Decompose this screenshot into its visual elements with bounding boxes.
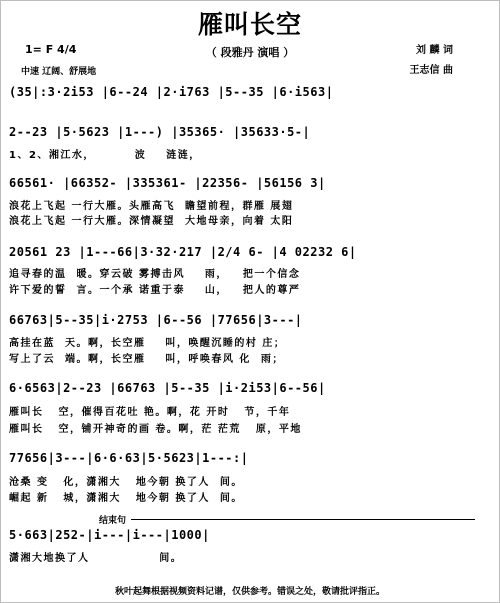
lyric-line: 1、2、湘江水， 波 涟涟， [9,150,201,161]
notation-line: 20561 23 |1---66|3·32·217 |2/4 6- |4 02232 6| [9,245,357,259]
notation-line: 66561· |66352- |335361- |22356- |56156 3| [9,176,326,190]
notation-line: 2--23 |5·5623 |1---) |35365· |35633·5-| [9,125,311,139]
singer-credit: （ 段雅丹 演唱 ） [205,46,295,59]
lyric-line: 雁叫长 空，催得百花吐 艳。啊，花 开时 节，千年 [9,407,291,418]
lyric-line: 写上了云 端。啊，长空雁 叫，呼唤春风 化 雨； [9,354,284,365]
lyric-line: 崛起 新 城，潇湘大 地今朝 换了人 间。 [9,493,243,504]
notation-line: 77656|3---|6·6·63|5·5623|1---:| [9,451,249,465]
song-title: 雁叫长空 [197,10,302,39]
notation-line: (35|:3·2i53 |6--24 |2·i763 |5--35 |6·i563| [9,85,334,99]
lyricist-credit: 刘 麟 词 [416,45,453,56]
notation-line: 66763|5--35|i·2753 |6--56 |77656|3---| [9,313,303,327]
lyric-line: 浪花上飞起 一行大雁。头雁高飞 瞻望前程，群雁 展翅 [9,201,294,212]
lyric-line: 追寻春的温 暖。穿云破 雾搏击风 雨， 把一个信念 [9,269,301,280]
notation-line: 5·663|252-|i---|i---|1000| [9,528,210,542]
footer-note: 秋叶起舞根据视频资料记谱，仅供参考。错误之处，敬请批评指正。 [114,587,385,597]
composer-credit: 王志信 曲 [409,65,453,76]
lyric-line: 高挂在蓝 天。啊，长空雁 叫，唤醒沉睡的村 庄； [9,338,286,349]
lyric-line: 浪花上飞起 一行大雁。深情凝望 大地母亲，向着 太阳 [9,216,294,227]
notation-line: 6·6563|2--23 |66763 |5--35 |i·2i53|6--56| [9,381,326,395]
lyric-line: 雁叫长 空，铺开神奇的画 卷。啊，茫 茫荒 原，平地 [9,424,302,435]
end-section-bracket [131,519,475,520]
end-section-label: 结束句 [99,516,127,526]
author-credits [410,41,453,81]
lyric-line: 许下爱的誓 言。一个承 诺重于泰 山， 把人的尊严 [9,285,301,296]
tempo-marking: 中速 辽阔、舒展地 [21,67,97,77]
key-signature: 1= F 4/4 [25,43,77,56]
lyric-line: 沧桑 变 化，潇湘大 地今朝 换了人 间。 [9,477,243,488]
lyric-line: 潇湘大地换了人 间。 [9,553,183,564]
